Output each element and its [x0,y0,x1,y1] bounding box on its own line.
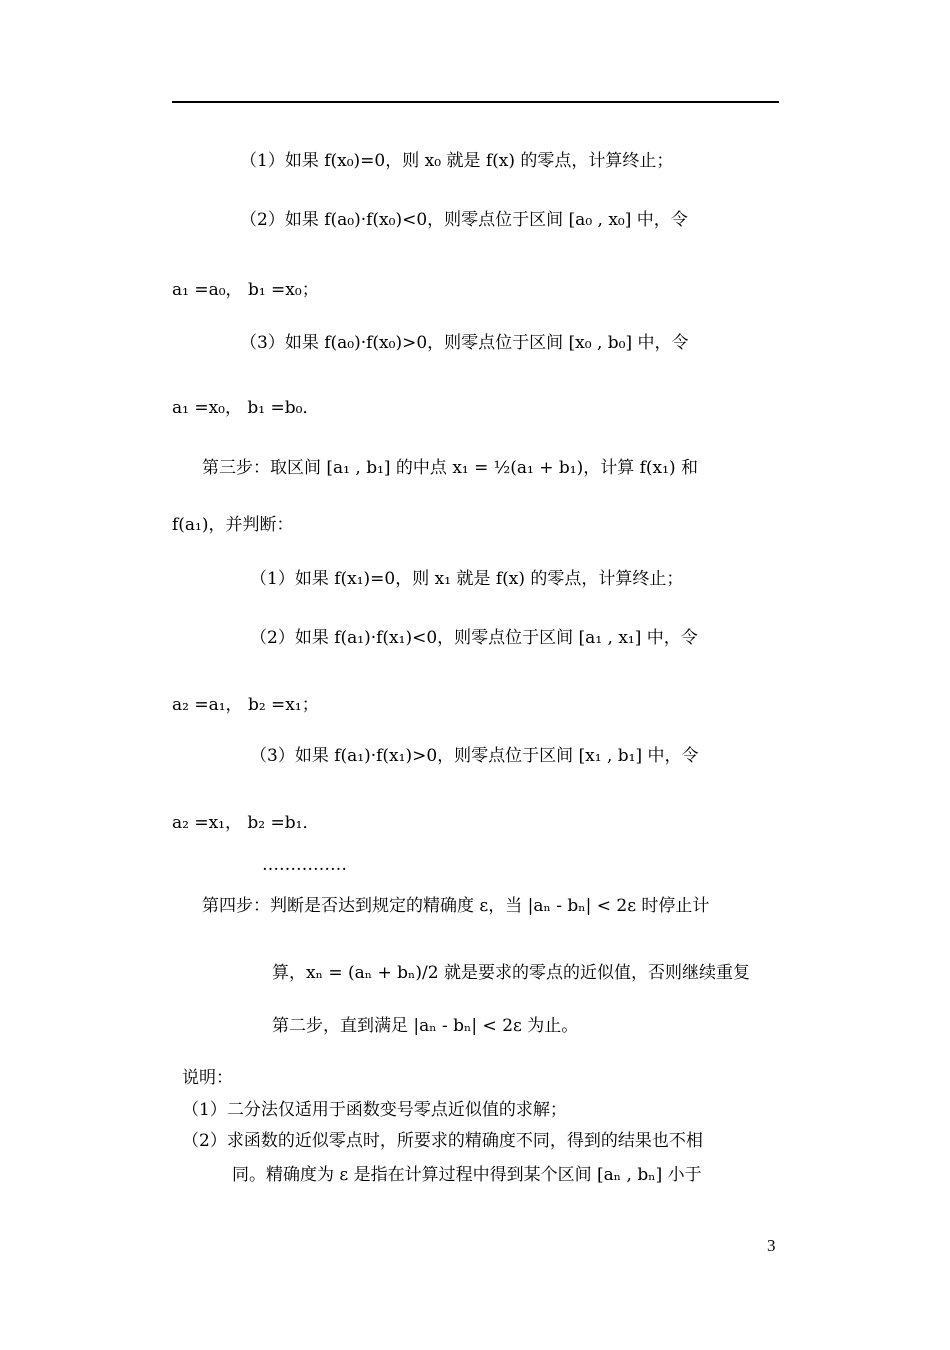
text-line: （3）如果 f(a₀)·f(x₀)>0，则零点位于区间 [x₀ , b₀] 中，令 [240,333,689,353]
text-line: 第二步，直到满足 |aₙ - bₙ| < 2ε 为止。 [272,1016,579,1036]
text-line: （1）二分法仅适用于函数变号零点近似值的求解； [182,1100,567,1120]
text-line: f(a₁)，并判断： [172,515,294,535]
header-rule [172,101,779,103]
page-number: 3 [767,1236,776,1255]
text-line: （3）如果 f(a₁)·f(x₁)>0，则零点位于区间 [x₁ , b₁] 中，令 [250,746,699,766]
text-line: 第四步：判断是否达到规定的精确度 ε，当 |aₙ - bₙ| < 2ε 时停止计 [202,896,710,916]
text-line: 算，xₙ = (aₙ + bₙ)/2 就是要求的零点的近似值，否则继续重复 [272,963,750,983]
text-line: （1）如果 f(x₀)=0，则 x₀ 就是 f(x) 的零点，计算终止； [240,151,674,171]
text-line: （2）如果 f(a₁)·f(x₁)<0，则零点位于区间 [a₁ , x₁] 中，令 [250,628,698,648]
text-line: （1）如果 f(x₁)=0，则 x₁ 就是 f(x) 的零点，计算终止； [250,569,684,589]
text-line: a₁ =x₀， b₁ =b₀． [172,398,320,418]
text-line: 说明： [182,1068,233,1088]
text-line: 同。精确度为 ε 是指在计算过程中得到某个区间 [aₙ , bₙ] 小于 [232,1165,702,1185]
text-line: a₁ =a₀， b₁ =x₀； [172,280,319,300]
text-line: a₂ =x₁， b₂ =b₁． [172,813,320,833]
text-line: a₂ =a₁， b₂ =x₁； [172,695,319,715]
text-line: （2）求函数的近似零点时，所要求的精确度不同，得到的结果也不相 [182,1131,703,1151]
text-line: （2）如果 f(a₀)·f(x₀)<0，则零点位于区间 [a₀ , x₀] 中，令 [240,210,688,230]
text-line: 第三步：取区间 [a₁ , b₁] 的中点 x₁ = ½(a₁ + b₁)，计算 f(x₁) 和 [202,458,698,478]
text-line: …………… [262,855,347,875]
